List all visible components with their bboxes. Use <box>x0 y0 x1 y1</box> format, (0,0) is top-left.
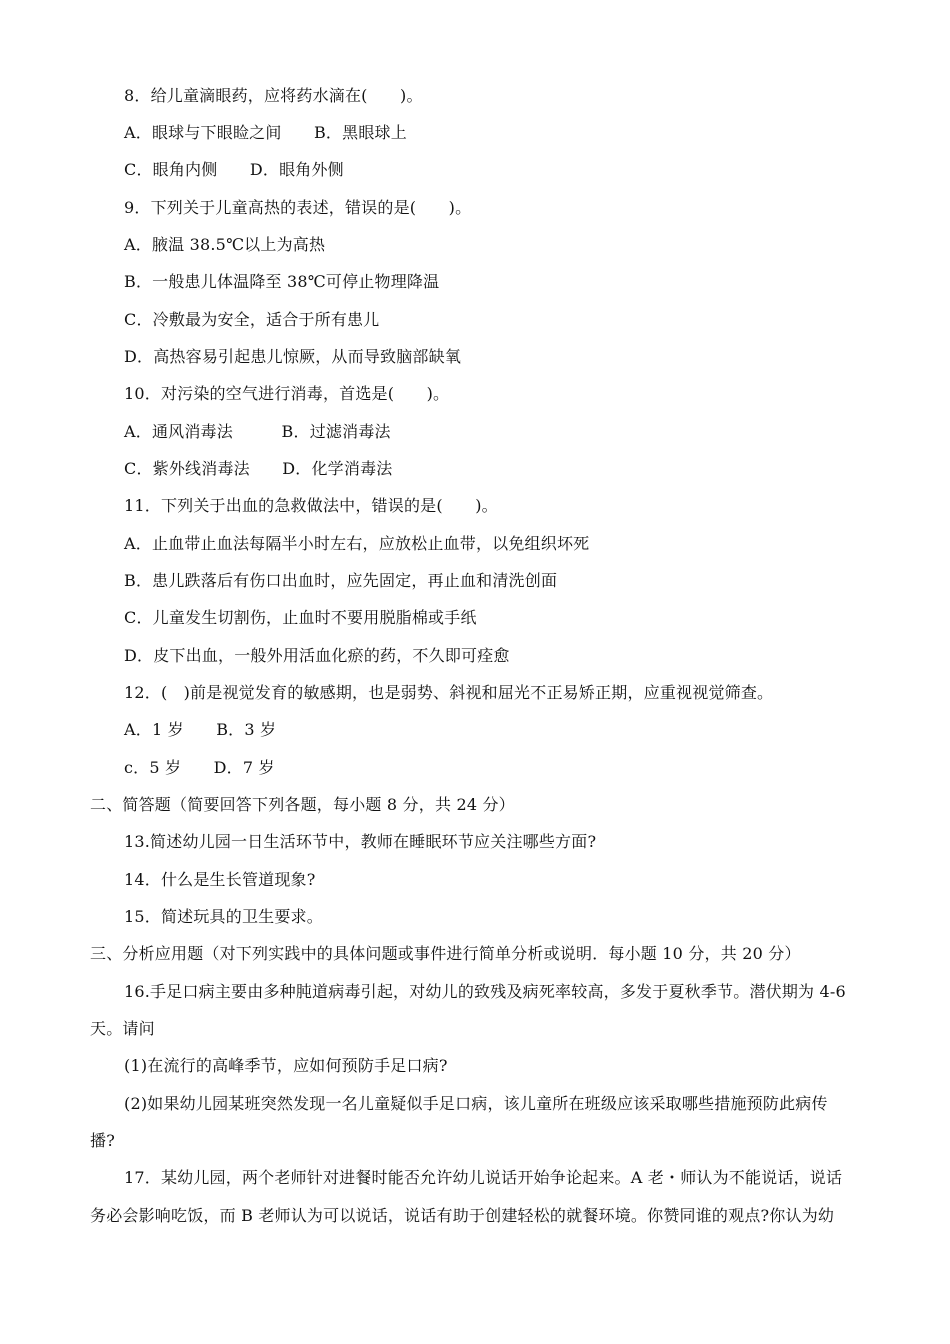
q12-options-cd: c．5 岁 D．7 岁 <box>124 758 275 777</box>
q9-stem: 9．下列关于儿童高热的表述，错误的是( )。 <box>124 198 472 217</box>
q14: 14．什么是生长管道现象? <box>124 870 316 889</box>
q15: 15．简述玩具的卫生要求。 <box>124 907 323 926</box>
q10-options-cd: C．紫外线消毒法 D．化学消毒法 <box>124 459 393 478</box>
q13: 13.简述幼儿园一日生活环节中，教师在睡眠环节应关注哪些方面? <box>124 832 597 851</box>
q8-options-ab: A．眼球与下眼睑之间 B．黑眼球上 <box>124 123 407 142</box>
q8-options-cd: C．眼角内侧 D．眼角外侧 <box>124 160 344 179</box>
q11-option-c: C．儿童发生切割伤，止血时不要用脱脂棉或手纸 <box>124 608 477 627</box>
section3-heading: 三、分析应用题（对下列实践中的具体问题或事件进行简单分析或说明．每小题 10 分，共 20 分） <box>90 944 801 963</box>
q9-option-b: B．一般患儿体温降至 38℃可停止物理降温 <box>124 272 440 291</box>
q11-option-d: D．皮下出血，一般外用活血化瘀的药，不久即可痊愈 <box>124 646 510 665</box>
q16-sub2-line1: (2)如果幼儿园某班突然发现一名儿童疑似手足口病，该儿童所在班级应该采取哪些措施预防此病传 <box>124 1094 828 1113</box>
section2-heading: 二、简答题（简要回答下列各题，每小题 8 分，共 24 分） <box>90 795 515 814</box>
q9-option-a: A．腋温 38.5℃以上为高热 <box>124 235 326 254</box>
q9-option-c: C．冷敷最为安全，适合于所有患儿 <box>124 310 380 329</box>
q16-sub1: (1)在流行的高峰季节，应如何预防手足口病? <box>124 1056 448 1075</box>
q11-option-a: A．止血带止血法每隔半小时左右，应放松止血带，以免组织坏死 <box>124 534 590 553</box>
q16-sub2-line2: 播? <box>90 1131 115 1150</box>
q9-option-d: D．高热容易引起患儿惊厥，从而导致脑部缺氧 <box>124 347 462 366</box>
q16-line1: 16.手足口病主要由多种肫道病毒引起，对幼儿的致残及病死率较高，多发于夏秋季节。潜伏期为 4-6 <box>124 982 846 1001</box>
q11-option-b: B．患儿跌落后有伤口出血时，应先固定，再止血和清洗创面 <box>124 571 558 590</box>
q12-options-ab: A．1 岁 B．3 岁 <box>124 720 277 739</box>
q10-stem: 10．对污染的空气进行消毒，首选是( )。 <box>124 384 450 403</box>
q17-line2: 务必会影响吃饭，而 B 老师认为可以说话，说话有助于创建轻松的就餐环境。你赞同谁的观点?你认为幼 <box>90 1206 835 1225</box>
q10-options-ab: A．通风消毒法 B．过滤消毒法 <box>124 422 391 441</box>
q8-stem: 8．给儿童滴眼药，应将药水滴在( )。 <box>124 86 423 105</box>
q17-line1: 17．某幼儿园，两个老师针对进餐时能否允许幼儿说话开始争论起来。A 老・师认为不能说话，说话 <box>124 1168 843 1187</box>
q16-line2: 天。请问 <box>90 1019 155 1038</box>
q12-stem: 12．( )前是视觉发育的敏感期，也是弱势、斜视和屈光不正易矫正期，应重视视觉筛查。 <box>124 683 774 702</box>
q11-stem: 11．下列关于出血的急救做法中，错误的是( )。 <box>124 496 498 515</box>
